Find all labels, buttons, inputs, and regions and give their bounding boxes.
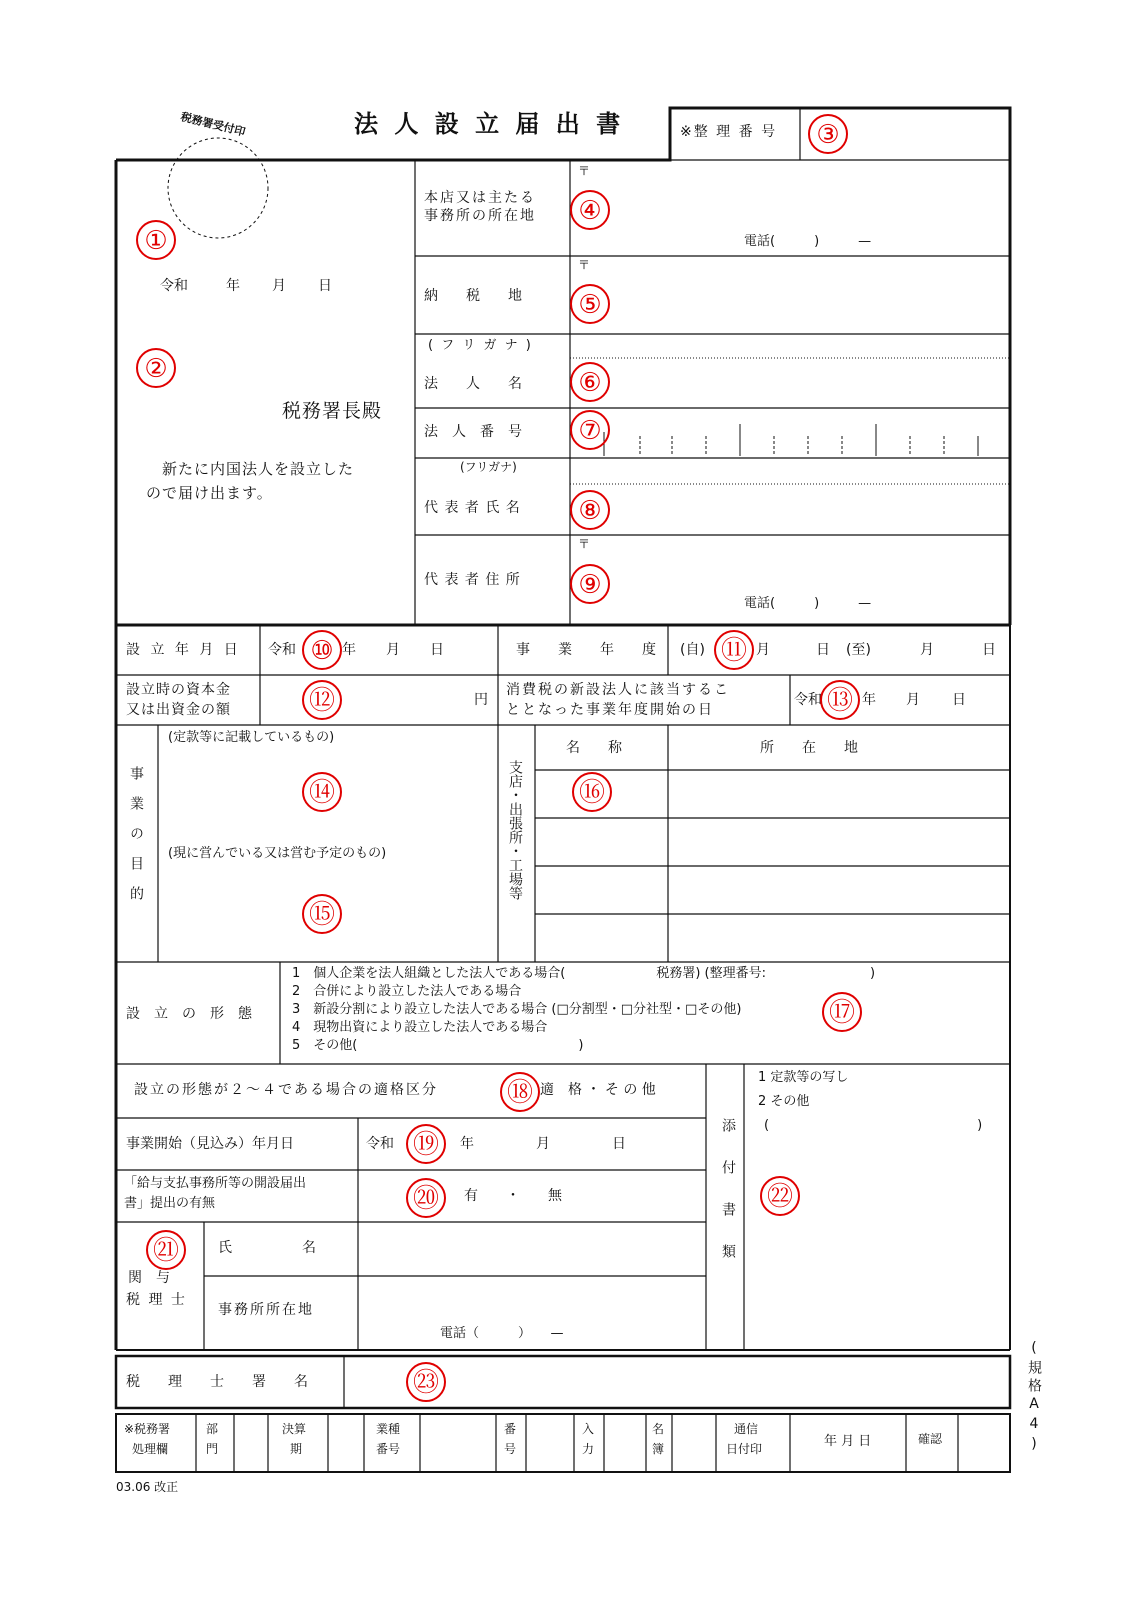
cap-year: 年 [862, 692, 876, 708]
office-location-label: 事務所所在地 [218, 1302, 314, 1318]
postmark-1: 通信 [734, 1422, 759, 1436]
fy-to-month: 月 [920, 642, 934, 658]
seiri-label: ※整 理 番 号 [680, 124, 778, 140]
postmark-date: 年 月 日 [824, 1434, 872, 1449]
start-date-label: 事業開始（見込み）年月日 [126, 1136, 294, 1152]
input-1: 入 [582, 1422, 595, 1436]
fy-from: (自) [680, 642, 705, 658]
date-reiwa: 令和 [160, 278, 188, 294]
marker-12: ⑫ [302, 680, 342, 720]
est-reiwa: 令和 [268, 642, 296, 658]
branch-location-header: 所 在 地 [760, 740, 858, 756]
signature-label: 税 理 士 署 名 [126, 1374, 308, 1390]
marker-3: ③ [808, 114, 848, 154]
attachment-2: 2 その他 [758, 1094, 810, 1109]
rep-name-label: 代 表 者 氏 名 [424, 500, 521, 516]
marker-16: ⑯ [572, 772, 612, 812]
marker-5: ⑤ [570, 284, 610, 324]
number-2: 号 [504, 1442, 517, 1456]
postmark-2: 日付印 [726, 1442, 763, 1456]
statement-line-2: ので届け出ます。 [146, 484, 273, 502]
form-type-label: 設 立 の 形 態 [126, 1006, 252, 1022]
fy-to-day: 日 [982, 642, 996, 658]
marker-9: ⑨ [570, 564, 610, 604]
date-day: 日 [318, 278, 332, 294]
form-option-3: 3 新設分割により設立した法人である場合 (□分割型・□分社型・□その他) [292, 1002, 742, 1017]
industry-1: 業種 [376, 1422, 401, 1436]
zeirishi-label: 税 理 士 [126, 1292, 187, 1308]
office-use-label-1: ※税務署 [124, 1422, 171, 1436]
statement-line-1: 新たに内国法人を設立した [162, 460, 355, 478]
marker-4: ④ [570, 190, 610, 230]
input-2: 力 [582, 1442, 595, 1456]
fy-from-month: 月 [756, 642, 770, 658]
start-day: 日 [612, 1136, 626, 1152]
branch-name-header: 名 称 [566, 740, 622, 756]
salary-yes-no: 有 ・ 無 [464, 1188, 562, 1204]
branch-label: 支店・出張所・工場等 [507, 760, 523, 900]
form-title: 法 人 設 立 届 出 書 [354, 110, 625, 138]
est-year: 年 [342, 642, 356, 658]
start-reiwa: 令和 [366, 1136, 394, 1152]
marker-1: ① [136, 220, 176, 260]
marker-7: ⑦ [570, 410, 610, 450]
marker-18: ⑱ [500, 1072, 540, 1112]
fy-from-day: 日 [816, 642, 830, 658]
accountant-phone: 電話（ ） — [440, 1326, 564, 1341]
cap-day: 日 [952, 692, 966, 708]
marker-21: ㉑ [146, 1230, 186, 1270]
marker-2: ② [136, 348, 176, 388]
date-year: 年 [226, 278, 240, 294]
settle-2: 期 [290, 1442, 303, 1456]
furigana-label-2: (フリガナ) [460, 460, 517, 474]
hq-phone: 電話( ) — [744, 234, 872, 249]
purpose-label: 事業の目的 [128, 766, 144, 916]
yen-unit: 円 [474, 692, 488, 708]
hq-label-2: 事務所の所在地 [424, 208, 536, 224]
est-date-label: 設 立 年 月 日 [126, 642, 241, 658]
marker-15: ⑮ [302, 894, 342, 934]
marker-23: ㉓ [406, 1362, 446, 1402]
marker-10: ⑩ [302, 630, 342, 670]
dept-2: 門 [206, 1442, 219, 1456]
paper-size-note: (規格A4) [1026, 1340, 1042, 1456]
est-month: 月 [386, 642, 400, 658]
qualify-label: 設立の形態が２～４である場合の適格区分 [134, 1082, 438, 1098]
confirm-label: 確認 [918, 1432, 943, 1446]
marker-22: ㉒ [760, 1176, 800, 1216]
marker-20: ⑳ [406, 1178, 446, 1218]
salary-label-2: 書」提出の有無 [124, 1196, 216, 1211]
cap-reiwa: 令和 [794, 692, 822, 708]
marker-17: ⑰ [822, 992, 862, 1032]
qualify-value: 適 格 ・ そ の 他 [540, 1082, 656, 1098]
postal-mark-rep: 〒 [578, 537, 591, 551]
marker-6: ⑥ [570, 362, 610, 402]
attachments-label: 添付書類 [720, 1118, 736, 1286]
hq-label-1: 本店又は主たる [424, 190, 536, 206]
capital-label-2: 又は出資金の額 [126, 702, 231, 718]
postal-mark-hq: 〒 [578, 164, 591, 178]
postal-mark-tax: 〒 [578, 258, 591, 272]
marker-11: ⑪ [714, 630, 754, 670]
register-2: 簿 [652, 1442, 665, 1456]
marker-13: ⑬ [820, 680, 860, 720]
office-use-label-2: 処理欄 [132, 1442, 169, 1456]
settle-1: 決算 [282, 1422, 307, 1436]
form-option-5: 5 その他( ) [292, 1038, 584, 1053]
stamp-label: 税務署受付印 [179, 110, 247, 139]
fy-to: (至) [846, 642, 871, 658]
register-1: 名 [652, 1422, 665, 1436]
marker-14: ⑭ [302, 772, 342, 812]
kanyo-label: 関 与 [128, 1270, 170, 1286]
cap-month: 月 [906, 692, 920, 708]
industry-2: 番号 [376, 1442, 401, 1456]
number-1: 番 [504, 1422, 517, 1436]
form-option-1: 1 個人企業を法人組織とした法人である場合( 税務署) (整理番号: ) [292, 966, 876, 981]
marker-19: ⑲ [406, 1124, 446, 1164]
revision-note: 03.06 改正 [116, 1480, 179, 1494]
form-option-4: 4 現物出資により設立した法人である場合 [292, 1020, 548, 1035]
marker-8: ⑧ [570, 490, 610, 530]
est-day: 日 [430, 642, 444, 658]
date-month: 月 [272, 278, 286, 294]
fiscal-year-label: 事 業 年 度 [516, 642, 656, 658]
office-addressee: 税務署長殿 [282, 400, 383, 422]
rep-addr-label: 代 表 者 住 所 [424, 572, 521, 588]
consumption-label-2: ととなった事業年度開始の日 [506, 702, 714, 718]
tax-place-label: 納 税 地 [424, 288, 522, 304]
tax-accountant-name-label: 氏 名 [218, 1240, 316, 1256]
purpose-line-1: (定款等に記載しているもの) [168, 730, 335, 745]
furigana-label-1: ( フ リ ガ ナ ) [428, 338, 533, 353]
purpose-line-2: (現に営んでいる又は営む予定のもの) [168, 846, 387, 861]
salary-label-1: 「給与支払事務所等の開設届出 [124, 1176, 307, 1191]
attachment-3: ( ) [764, 1118, 983, 1133]
attachment-1: 1 定款等の写し [758, 1070, 849, 1085]
dept-1: 部 [206, 1422, 219, 1436]
consumption-label-1: 消費税の新設法人に該当するこ [506, 682, 730, 698]
corp-number-label: 法 人 番 号 [424, 424, 522, 440]
corp-name-label: 法 人 名 [424, 376, 522, 392]
rep-phone: 電話( ) — [744, 596, 872, 611]
form-option-2: 2 合併により設立した法人である場合 [292, 984, 522, 999]
start-month: 月 [536, 1136, 550, 1152]
capital-label-1: 設立時の資本金 [126, 682, 231, 698]
start-year: 年 [460, 1136, 474, 1152]
